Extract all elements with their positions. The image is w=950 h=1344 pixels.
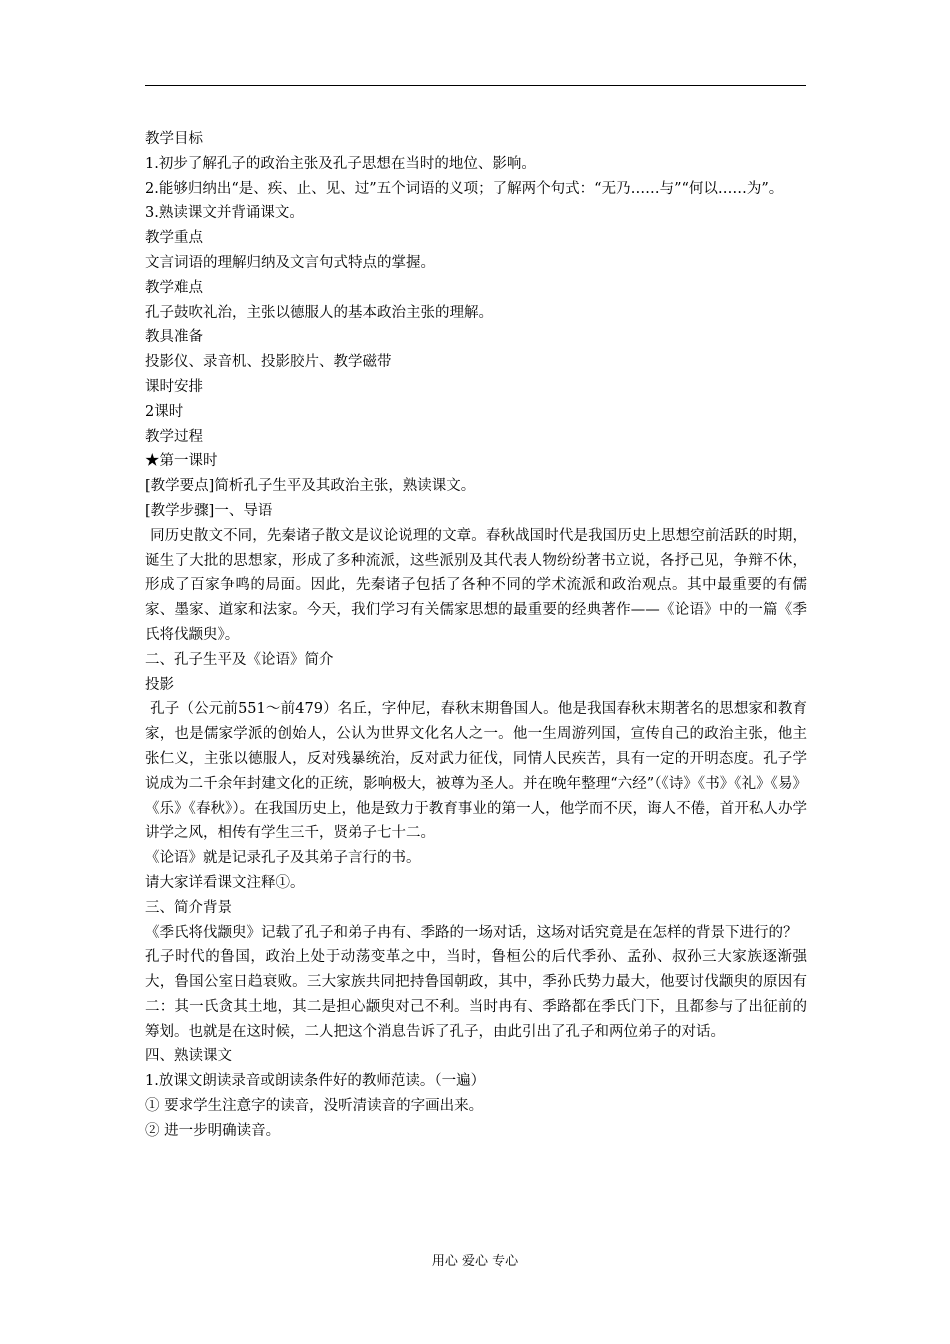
- heading-process: 教学过程: [145, 428, 203, 445]
- schedule-text: 2课时: [145, 403, 184, 420]
- tools-text: 投影仪、录音机、投影胶片、教学磁带: [145, 354, 392, 371]
- header-rule: [145, 85, 806, 86]
- heading-schedule: 课时安排: [145, 378, 203, 395]
- heading-tools: 教具准备: [145, 329, 203, 346]
- heading-key-points: 教学重点: [145, 230, 203, 247]
- confucius-paragraph: 孔子（公元前551～前479）名丘，字仲尼，春秋末期鲁国人。他是我国春秋末期著名的思想家和教育家，也是儒家学派的创始人，公认为世界文化名人之一。他一生周游列国，宣传自己的政治主张，他主张仁义，主张以德服人，反对残暴统治，反对武力征伐，同情人民疾苦，具有一定的开明态度。孔子学说成为二千余年封建文化的正统，影响极大，被尊为圣人。并在晚年整理“六经”（《诗》《书》《礼》《易》《乐》《春秋》）。在我国历史上，他是致力于教育事业的第一人，他学而不厌，诲人不倦，首开私人办学讲学之风，相传有学生三千，贤弟子七十二。: [145, 701, 807, 842]
- page-footer: 用心 爱心 专心: [431, 1254, 519, 1269]
- heading-goals: 教学目标: [145, 131, 203, 147]
- section-3-heading: 三、简介背景: [145, 899, 232, 916]
- intro-paragraph: 同历史散文不同，先秦诸子散文是议论说理的文章。春秋战国时代是我国历史上思想空前活跃的时期，诞生了大批的思想家，形成了多种流派，这些派别及其代表人物纷纷著书立说，各抒己见，争辩不休，形成了百家争鸣的局面。因此，先秦诸子包括了各种不同的学术流派和政治观点。其中最重要的有儒家、墨家、道家和法家。今天，我们学习有关儒家思想的最重要的经典著作——《论语》中的一篇《季氏将伐颛臾》。: [145, 527, 807, 643]
- difficulties-text: 孔子鼓吹礼治，主张以德服人的基本政治主张的理解。: [145, 304, 493, 321]
- goal-1: 1.初步了解孔子的政治主张及孔子思想在当时的地位、影响。: [145, 155, 536, 172]
- reading-item-2: ② 进一步明确读音。: [145, 1122, 281, 1139]
- key-points-text: 文言词语的理解归纳及文言句式特点的掌握。: [145, 254, 435, 271]
- section-4-heading: 四、熟读课文: [145, 1048, 232, 1065]
- first-lesson-title: ★第一课时: [145, 453, 218, 470]
- goal-3: 3.熟读课文并背诵课文。: [145, 205, 304, 222]
- reading-step-1: 1.放课文朗读录音或朗读条件好的教师范读。（一遍）: [145, 1073, 486, 1090]
- background-question: 《季氏将伐颛臾》记载了孔子和弟子冉有、季路的一场对话，这场对话究竟是在怎样的背景下进行的？: [145, 924, 798, 941]
- teaching-steps: [教学步骤]一、导语: [145, 502, 273, 519]
- section-2-heading: 二、孔子生平及《论语》简介: [145, 651, 334, 668]
- goal-2: 2.能够归纳出“是、疾、止、见、过”五个词语的义项；了解两个句式：“无乃……与”“何以……为”。: [145, 180, 784, 197]
- teaching-points: [教学要点]简析孔子生平及其政治主张，熟读课文。: [145, 478, 476, 495]
- background-paragraph: 孔子时代的鲁国，政治上处于动荡变革之中，当时，鲁桓公的后代季孙、孟孙、叔孙三大家族逐渐强大，鲁国公室日趋衰败。三大家族共同把持鲁国朝政，其中，季孙氏势力最大，他要讨伐颛臾的原因有二：其一氏贪其土地，其二是担心颛臾对己不利。当时冉有、季路都在季氏门下，且都参与了出征前的筹划。也就是在这时候，二人把这个消息告诉了孔子，由此引出了孔子和两位弟子的对话。: [145, 949, 807, 1040]
- notes-line: 请大家详看课文注释①。: [145, 874, 305, 891]
- heading-difficulties: 教学难点: [145, 279, 203, 296]
- reading-item-1: ① 要求学生注意字的读音，没听清读音的字画出来。: [145, 1098, 484, 1115]
- document-body: [145, 127, 807, 1144]
- analects-line: 《论语》就是记录孔子及其弟子言行的书。: [145, 850, 421, 867]
- projection-label: 投影: [145, 676, 174, 693]
